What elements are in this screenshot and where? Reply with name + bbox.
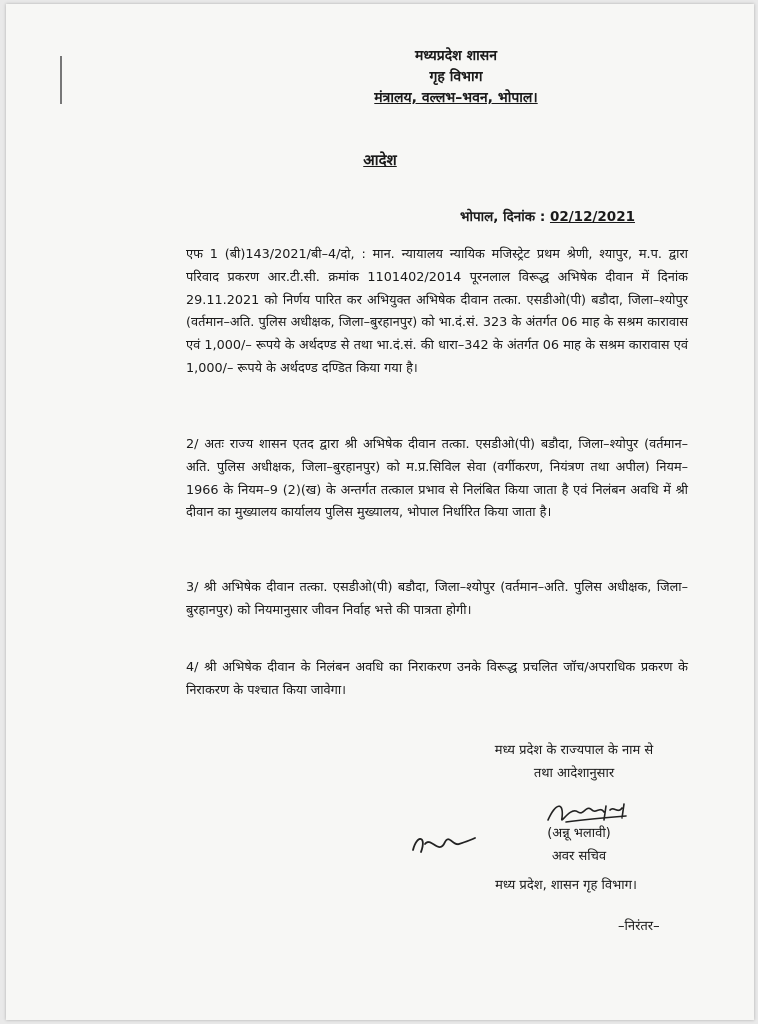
authority-line-2: तथा आदेशानुसार — [533, 766, 615, 781]
signatory — [514, 822, 644, 868]
date-label: भोपाल, दिनांक : — [460, 209, 546, 225]
paragraph-1: एफ 1 (बी)143/2021/बी–4/दो, : मान. न्यायालय न्यायिक मजिस्ट्रेट प्रथम श्रेणी, श्यापुर, म.प. द्वारा परिवाद प्रकरण आर.टी.सी. क्रमांक 1101402/2014 पूरनलाल विरूद्ध अभिषेक दीवान में दिनांक 29.11.2021 को निर्णय पारित कर अभियुक्त अभिषेक दीवान तत्का. एसडीओ(पी) बडौदा, जिला–श्योपुर (वर्तमान–अति. पुलिस अधीक्षक, जिला–बुरहानपुर) को भा.दं.सं. 323 के अंतर्गत 06 माह के सश्रम कारावास एवं 1,000/– रूपये के अर्थदण्ड से तथा भा.दं.सं. की धारा–342 के अंतर्गत 06 माह के सश्रम कारावास एवं 1,000/– रूपये के अर्थदण्ड दण्डित किया गया है। — [186, 247, 688, 376]
authority-line-1: मध्य प्रदेश के राज्यपाल के नाम से — [494, 743, 654, 758]
signatory-designation: अवर सचिव — [551, 849, 607, 864]
order-title-text: आदेश — [363, 151, 397, 169]
date-value: 02/12/2021 — [549, 209, 635, 225]
signatory-department: मध्य प्रदेश, शासन गृह विभाग। — [495, 878, 637, 893]
signatory-name: (अन्नू भलावी) — [547, 826, 611, 841]
edge-mark — [60, 56, 62, 104]
order-title — [6, 150, 754, 170]
letterhead-address: मंत्रालय, वल्लभ–भवन, भोपाल। — [374, 90, 538, 106]
continued-marker: –निरंतर– — [618, 919, 660, 934]
dateline — [460, 207, 635, 225]
authority-line — [454, 739, 694, 785]
handwritten-initials — [409, 826, 479, 860]
letterhead — [336, 46, 576, 109]
letterhead-state: मध्यप्रदेश शासन — [415, 48, 497, 64]
letterhead-department: गृह विभाग — [429, 69, 483, 85]
paragraph-4: 4/ श्री अभिषेक दीवान के निलंबन अवधि का निराकरण उनके विरूद्ध प्रचलित जॉच/अपराधिक प्रकरण के निराकरण के पश्चात किया जावेगा। — [186, 660, 688, 698]
paragraph-3: 3/ श्री अभिषेक दीवान तत्का. एसडीओ(पी) बडौदा, जिला–श्योपुर (वर्तमान–अति. पुलिस अधीक्षक, जिला–बुरहानपुर) को नियमानुसार जीवन निर्वाह भत्ते की पात्रता होगी। — [186, 580, 688, 618]
paragraph-2: 2/ अतः राज्य शासन एतद द्वारा श्री अभिषेक दीवान तत्का. एसडीओ(पी) बडौदा, जिला–श्योपुर (वर्तमान–अति. पुलिस अधीक्षक, जिला–बुरहानपुर) को म.प्र.सिविल सेवा (वर्गीकरण, नियंत्रण तथा अपील) नियम–1966 के नियम–9 (2)(ख) के अन्तर्गत तत्काल प्रभाव से निलंबित किया जाता है एवं निलंबन अवधि में श्री दीवान का मुख्यालय कार्यालय पुलिस मुख्यालय, भोपाल निर्धारित किया जाता है। — [186, 437, 688, 521]
document-page — [6, 4, 754, 1020]
